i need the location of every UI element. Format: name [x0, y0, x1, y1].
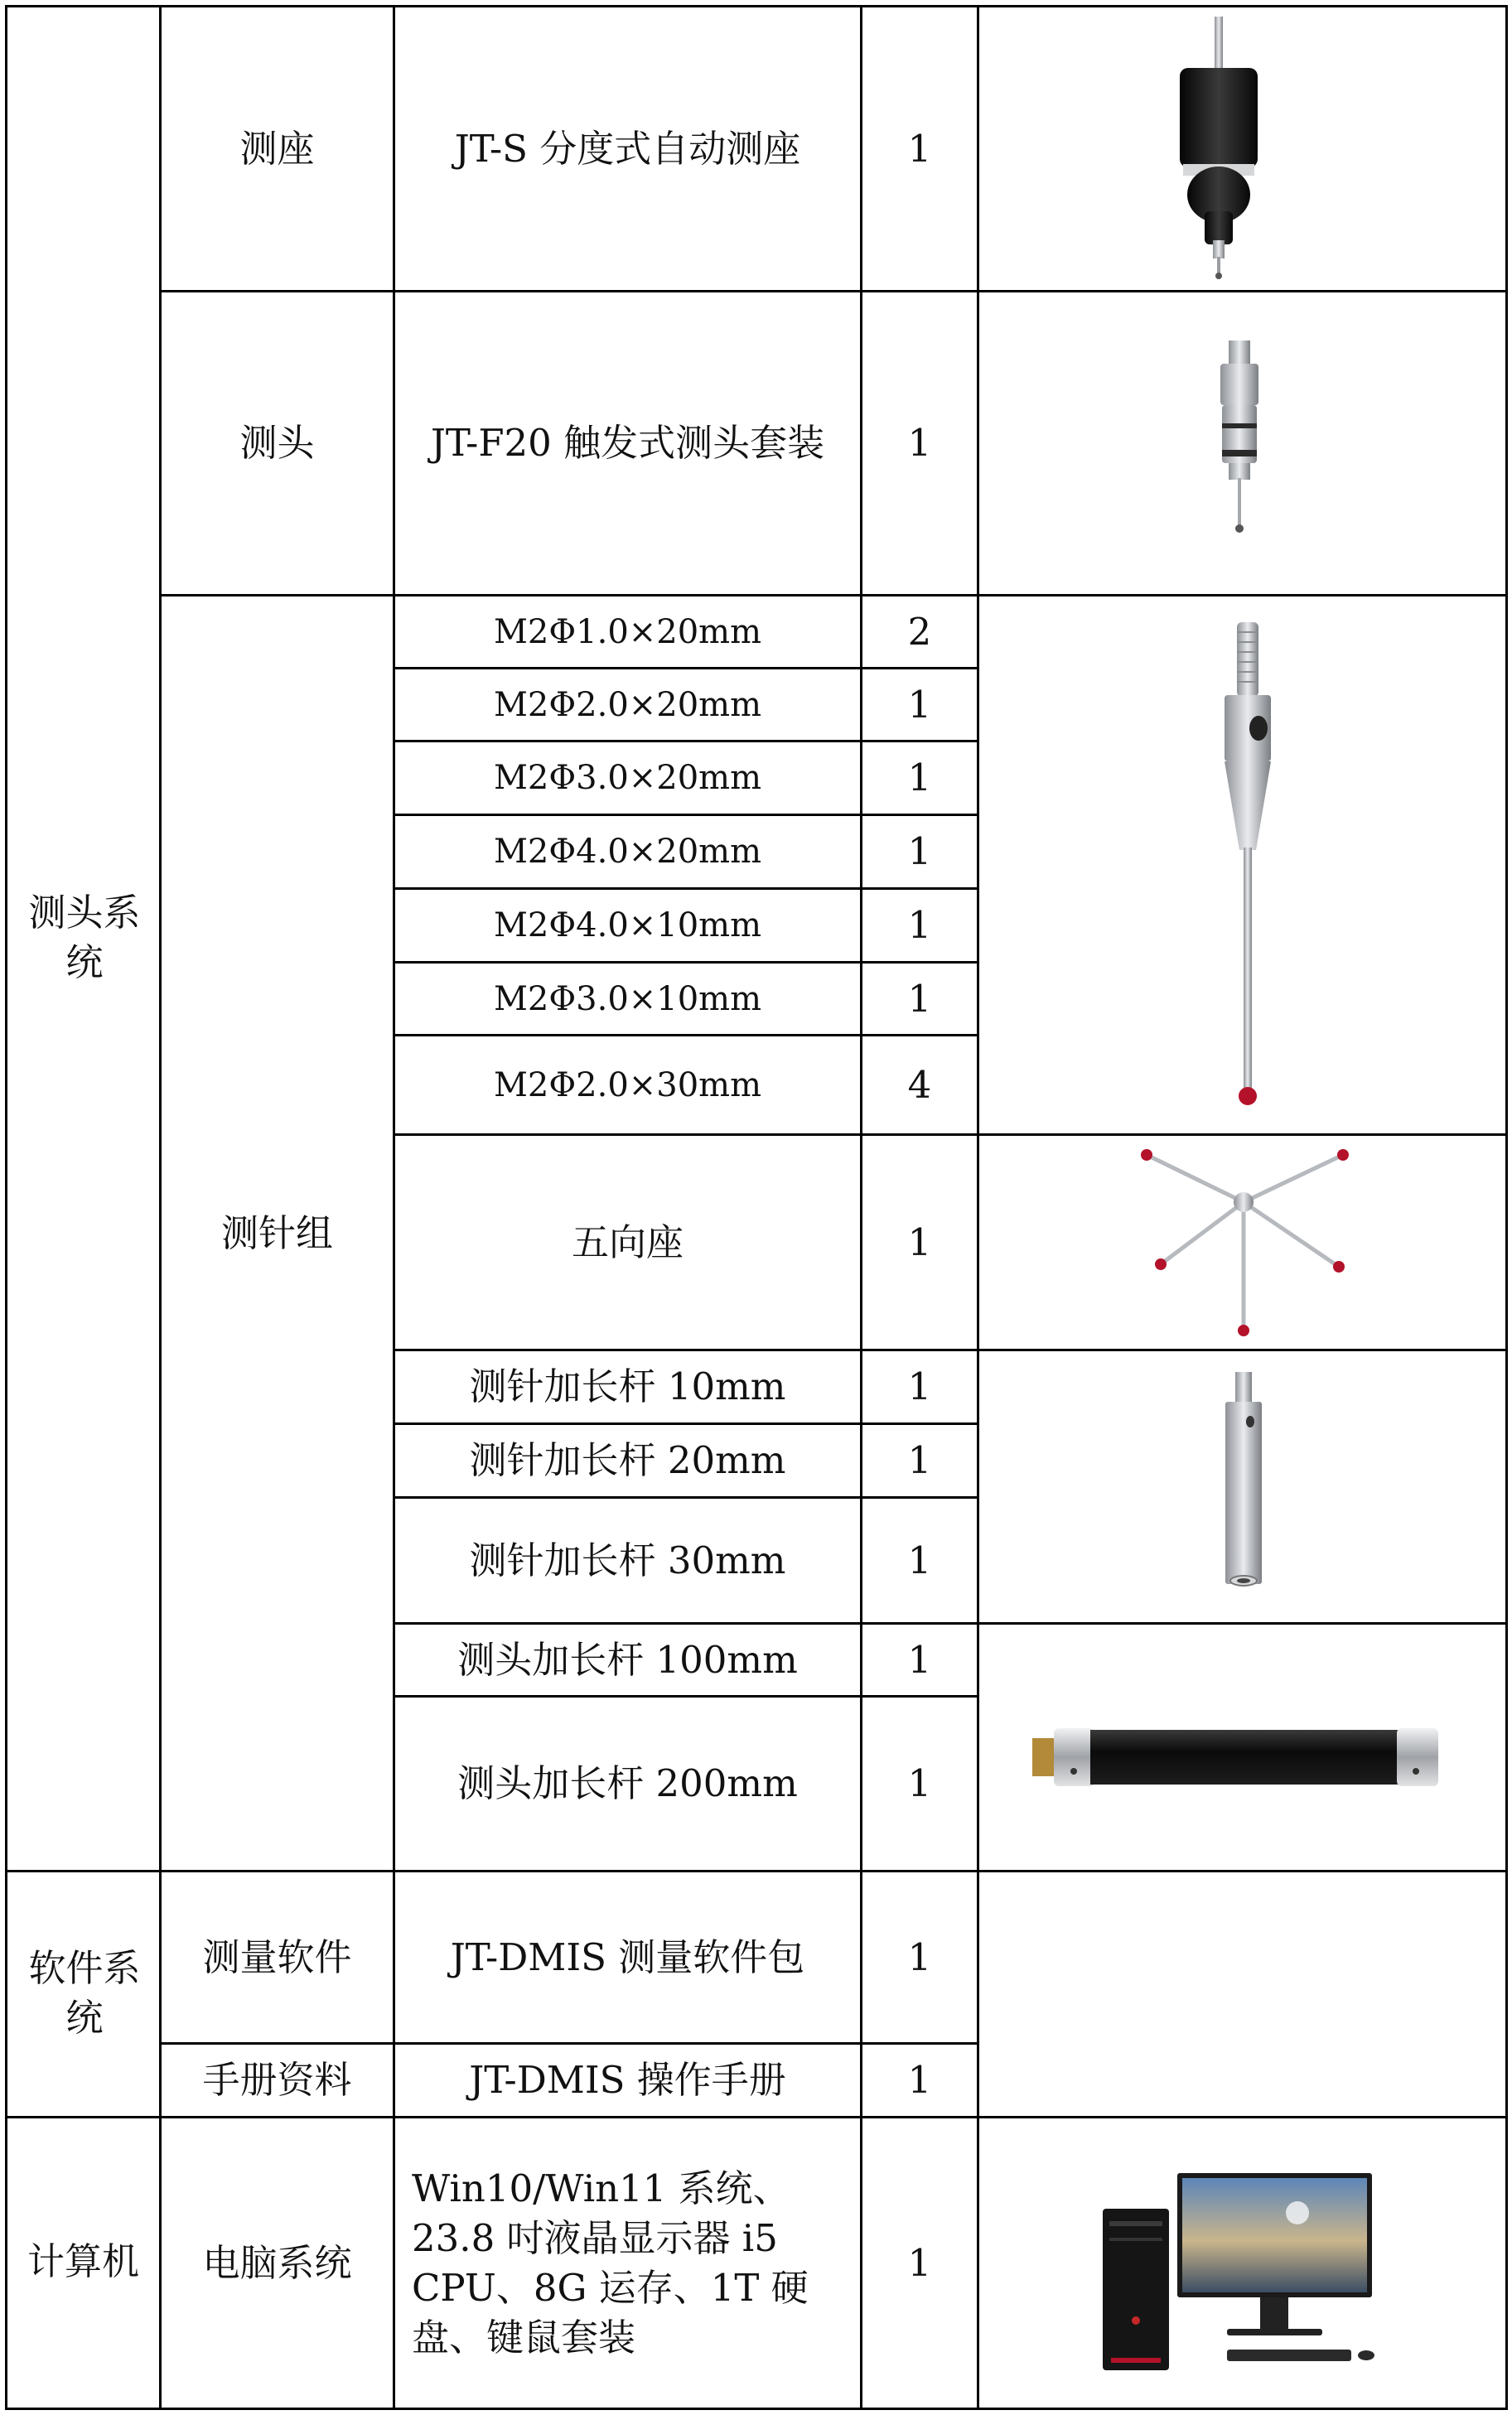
table-bottom-border	[5, 2408, 1508, 2410]
stylus-qty: 1	[907, 756, 932, 799]
table-right-border	[1505, 5, 1508, 2410]
group-label: 测头系统	[28, 890, 141, 984]
stylus-spec: M2Φ1.0×20mm	[493, 612, 762, 651]
star-stylus-spec: 五向座	[571, 1220, 684, 1264]
stylus-qty: 1	[907, 829, 932, 873]
stylus-ext-spec: 测针加长杆 20mm	[469, 1438, 786, 1482]
group-computer	[7, 2116, 159, 2408]
item-spec-software: JT-DMIS 测量软件包	[450, 1934, 805, 1979]
probe-ext-qty: 1	[907, 1637, 932, 1682]
stylus-qty: 4	[907, 1062, 932, 1107]
probe-ext-qty: 1	[907, 1761, 932, 1805]
item-name-pc: 电脑系统	[202, 2240, 352, 2285]
stylus-ext-spec: 测针加长杆 10mm	[469, 1364, 786, 1408]
item-name-stylus-group: 测针组	[220, 1210, 333, 1255]
stylus-ext-qty: 1	[907, 1538, 932, 1582]
group-label: 计算机	[27, 2239, 139, 2283]
stylus-spec: M2Φ2.0×30mm	[493, 1065, 762, 1104]
item-qty-pc: 1	[907, 2240, 932, 2285]
probe-extension-photo	[1032, 1695, 1447, 1819]
item-qty-manual: 1	[907, 2058, 932, 2102]
group-software-system	[22, 1870, 147, 2116]
stylus-extension-photo	[1219, 1372, 1268, 1596]
probe-head-mount-photo	[1165, 17, 1273, 282]
probe-ext-spec: 测头加长杆 100mm	[457, 1637, 798, 1682]
item-spec-probe: JT-F20 触发式测头套装	[430, 421, 825, 465]
desktop-computer-photo	[1103, 2171, 1393, 2379]
stylus-ext-spec: 测针加长杆 30mm	[469, 1538, 786, 1582]
stylus-spec: M2Φ3.0×10mm	[493, 979, 762, 1018]
item-spec-pc: Win10/Win11 系统、23.8 吋液晶显示器 i5 CPU、8G 运存、1T 硬盘、键鼠套装	[412, 2166, 809, 2359]
stylus-qty: 2	[907, 609, 932, 654]
stylus-photo	[1215, 622, 1281, 1111]
stylus-qty: 1	[907, 682, 932, 727]
stylus-spec: M2Φ4.0×10mm	[493, 906, 762, 944]
table-left-border	[5, 5, 7, 2410]
stylus-spec: M2Φ2.0×20mm	[493, 685, 762, 724]
stylus-qty: 1	[907, 903, 932, 947]
group-label: 软件系统	[28, 1945, 141, 2040]
group-probe-system	[22, 5, 147, 1870]
stylus-ext-qty: 1	[907, 1364, 932, 1408]
star-stylus-photo	[1132, 1144, 1355, 1343]
equipment-list-table	[5, 5, 1508, 2410]
item-spec-probe-mount: JT-S 分度式自动测座	[454, 126, 801, 171]
item-name-probe: 测头	[239, 421, 315, 465]
probe-ext-spec: 测头加长杆 200mm	[457, 1761, 798, 1805]
item-qty-probe-mount: 1	[907, 126, 932, 171]
column-divider	[977, 5, 979, 2410]
stylus-ext-qty: 1	[907, 1438, 932, 1482]
item-qty-probe: 1	[907, 421, 932, 465]
item-name-manual: 手册资料	[202, 2058, 352, 2102]
stylus-qty: 1	[907, 976, 932, 1021]
item-qty-software: 1	[907, 1934, 932, 1979]
touch-trigger-probe-photo	[1210, 341, 1268, 535]
item-name-probe-mount: 测座	[239, 126, 315, 171]
stylus-spec: M2Φ4.0×20mm	[493, 833, 762, 871]
item-name-software: 测量软件	[202, 1934, 352, 1979]
stylus-spec: M2Φ3.0×20mm	[493, 759, 762, 797]
star-stylus-qty: 1	[907, 1220, 932, 1264]
item-spec-manual: JT-DMIS 操作手册	[469, 2058, 786, 2102]
